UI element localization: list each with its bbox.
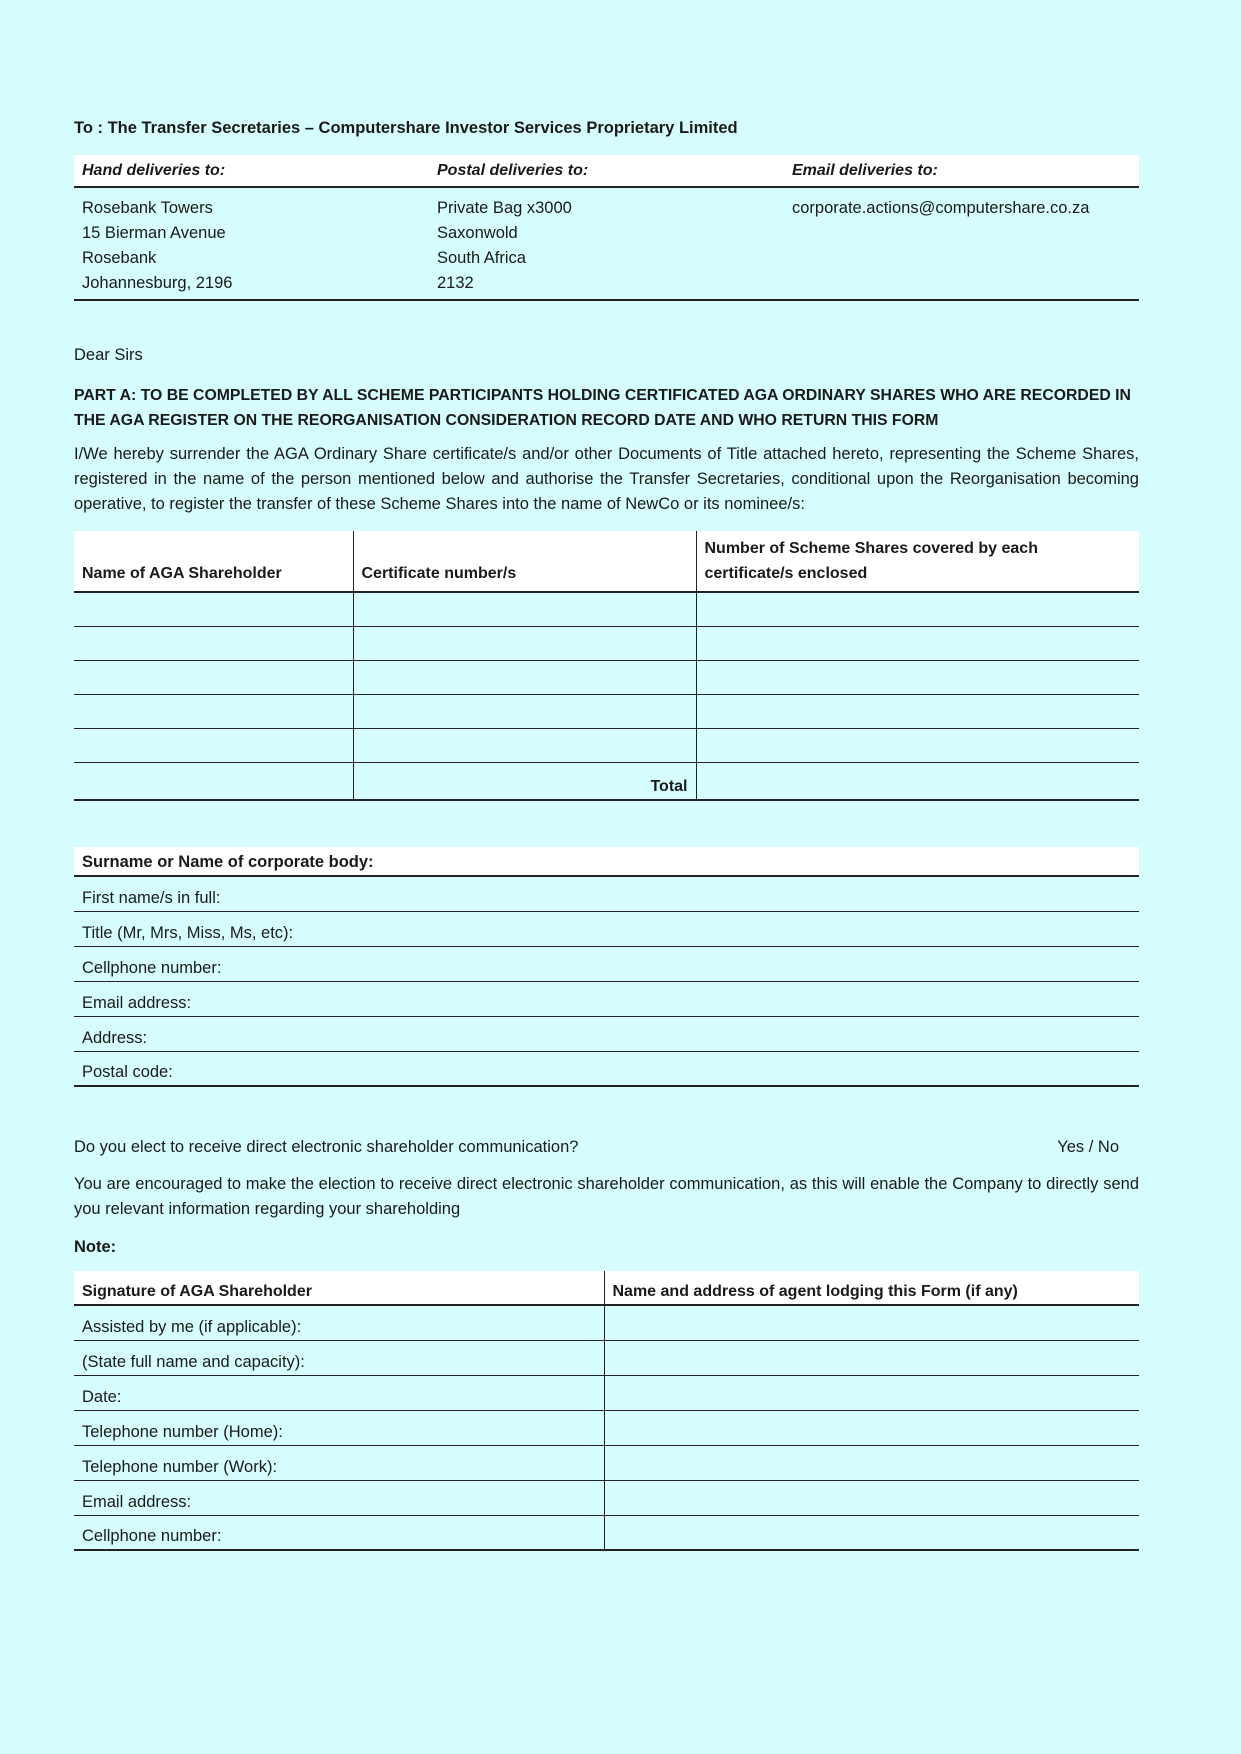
agent-cell[interactable]: [604, 1410, 1139, 1445]
surname-field[interactable]: Surname or Name of corporate body:: [74, 847, 1139, 877]
table-row: [74, 1340, 1139, 1375]
agent-cell[interactable]: [604, 1515, 1139, 1550]
hand-deliveries-header: Hand deliveries to:: [82, 161, 226, 179]
table-row: [74, 1480, 1139, 1515]
address-line: 15 Bierman Avenue: [82, 224, 226, 242]
table-row: [74, 1305, 1139, 1340]
table-row: [74, 1375, 1139, 1410]
shareholder-name-cell[interactable]: [74, 695, 353, 729]
postal-code-field[interactable]: Postal code:: [74, 1052, 1139, 1087]
certificate-number-cell[interactable]: [353, 592, 696, 627]
shareholder-name-cell[interactable]: [74, 661, 353, 695]
election-question-row: [74, 1138, 1139, 1157]
agent-cell[interactable]: [604, 1480, 1139, 1515]
table-row: [74, 1515, 1139, 1550]
scheme-shares-cell[interactable]: [696, 592, 1139, 627]
address-line: South Africa: [437, 249, 526, 267]
email-address: [784, 196, 1139, 299]
signature-table-header: [74, 1271, 1139, 1305]
hand-address: [74, 196, 429, 299]
table-row: [74, 729, 1139, 763]
total-value-cell[interactable]: [696, 763, 1139, 801]
shareholder-name-cell[interactable]: [74, 763, 353, 801]
total-label: Total: [353, 763, 696, 801]
email-deliveries-header: Email deliveries to:: [792, 161, 938, 179]
first-names-field[interactable]: First name/s in full:: [74, 877, 1139, 912]
shareholder-name-cell[interactable]: [74, 627, 353, 661]
part-a-heading: PART A: TO BE COMPLETED BY ALL SCHEME PARTICIPANTS HOLDING CERTIFICATED AGA ORDINARY SHARES WHO ARE RECORDED IN THE AGA REGISTER ON THE REORGANISATION CONSIDERATION RECORD DATE AND WHO RETURN THIS FORM: [74, 387, 1131, 429]
delivery-table-header: [74, 155, 1139, 188]
certificate-number-cell[interactable]: [353, 661, 696, 695]
address-line: Private Bag x3000: [437, 199, 572, 217]
certificate-table: [74, 531, 1139, 801]
yes-no-options[interactable]: Yes / No: [1057, 1138, 1119, 1156]
cellphone-field[interactable]: Cellphone number:: [74, 947, 1139, 982]
address-line: Rosebank Towers: [82, 199, 213, 217]
certificate-number-cell[interactable]: [353, 729, 696, 763]
election-encouragement: You are encouraged to make the election to receive direct electronic shareholder communication, as this will enable the Company to directly send you relevant information regarding your shareholding: [74, 1175, 1139, 1218]
certificate-table-header: [74, 531, 1139, 592]
shareholder-name-cell[interactable]: [74, 729, 353, 763]
full-name-capacity-field[interactable]: (State full name and capacity):: [74, 1340, 604, 1375]
scheme-shares-cell[interactable]: [696, 627, 1139, 661]
shareholder-name-cell[interactable]: [74, 592, 353, 627]
table-row: [74, 592, 1139, 627]
shareholder-details: [74, 847, 1139, 1087]
address-line: Johannesburg, 2196: [82, 274, 233, 292]
address-line: Rosebank: [82, 249, 157, 267]
election-question: Do you elect to receive direct electronic shareholder communication?: [74, 1138, 579, 1156]
table-row: [74, 1445, 1139, 1480]
total-row: [74, 763, 1139, 801]
agent-cell[interactable]: [604, 1445, 1139, 1480]
postal-deliveries-header: Postal deliveries to:: [437, 161, 589, 179]
agent-cell[interactable]: [604, 1340, 1139, 1375]
table-row: [74, 695, 1139, 729]
telephone-home-field[interactable]: Telephone number (Home):: [74, 1410, 604, 1445]
recipient-line: To : The Transfer Secretaries – Computershare Investor Services Proprietary Limited: [74, 119, 738, 137]
table-row: [74, 627, 1139, 661]
signature-email-field[interactable]: Email address:: [74, 1480, 604, 1515]
scheme-shares-cell[interactable]: [696, 695, 1139, 729]
agent-cell[interactable]: [604, 1375, 1139, 1410]
scheme-shares-cell[interactable]: [696, 729, 1139, 763]
address-field[interactable]: Address:: [74, 1017, 1139, 1052]
agent-cell[interactable]: [604, 1305, 1139, 1340]
signature-table: [74, 1271, 1139, 1551]
delivery-table-body: [74, 188, 1139, 301]
telephone-work-field[interactable]: Telephone number (Work):: [74, 1445, 604, 1480]
table-row: [74, 661, 1139, 695]
certificate-number-header: Certificate number/s: [353, 531, 696, 592]
salutation: Dear Sirs: [74, 346, 143, 364]
scheme-shares-header: Number of Scheme Shares covered by each certificate/s enclosed: [696, 531, 1139, 592]
shareholder-name-header: Name of AGA Shareholder: [74, 531, 353, 592]
postal-address: [429, 196, 784, 299]
surrender-paragraph: I/We hereby surrender the AGA Ordinary Share certificate/s and/or other Documents of Title attached hereto, representing the Scheme Shares, registered in the name of the person mentioned below and authorise the Transfer Secretaries, conditional upon the Reorganisation becoming operative, to register the transfer of these Scheme Shares into the name of NewCo or its nominee/s:: [74, 445, 1139, 513]
note-label: Note:: [74, 1238, 117, 1256]
title-field[interactable]: Title (Mr, Mrs, Miss, Ms, etc):: [74, 912, 1139, 947]
certificate-number-cell[interactable]: [353, 695, 696, 729]
signature-cellphone-field[interactable]: Cellphone number:: [74, 1515, 604, 1550]
address-line: 2132: [437, 274, 474, 292]
date-field[interactable]: Date:: [74, 1375, 604, 1410]
address-line: Saxonwold: [437, 224, 518, 242]
email-field[interactable]: Email address:: [74, 982, 1139, 1017]
agent-header: Name and address of agent lodging this Form (if any): [604, 1271, 1139, 1305]
email-line: corporate.actions@computershare.co.za: [792, 199, 1090, 217]
delivery-table: [74, 155, 1139, 301]
signature-header: Signature of AGA Shareholder: [74, 1271, 604, 1305]
scheme-shares-cell[interactable]: [696, 661, 1139, 695]
assisted-by-field[interactable]: Assisted by me (if applicable):: [74, 1305, 604, 1340]
table-row: [74, 1410, 1139, 1445]
certificate-number-cell[interactable]: [353, 627, 696, 661]
